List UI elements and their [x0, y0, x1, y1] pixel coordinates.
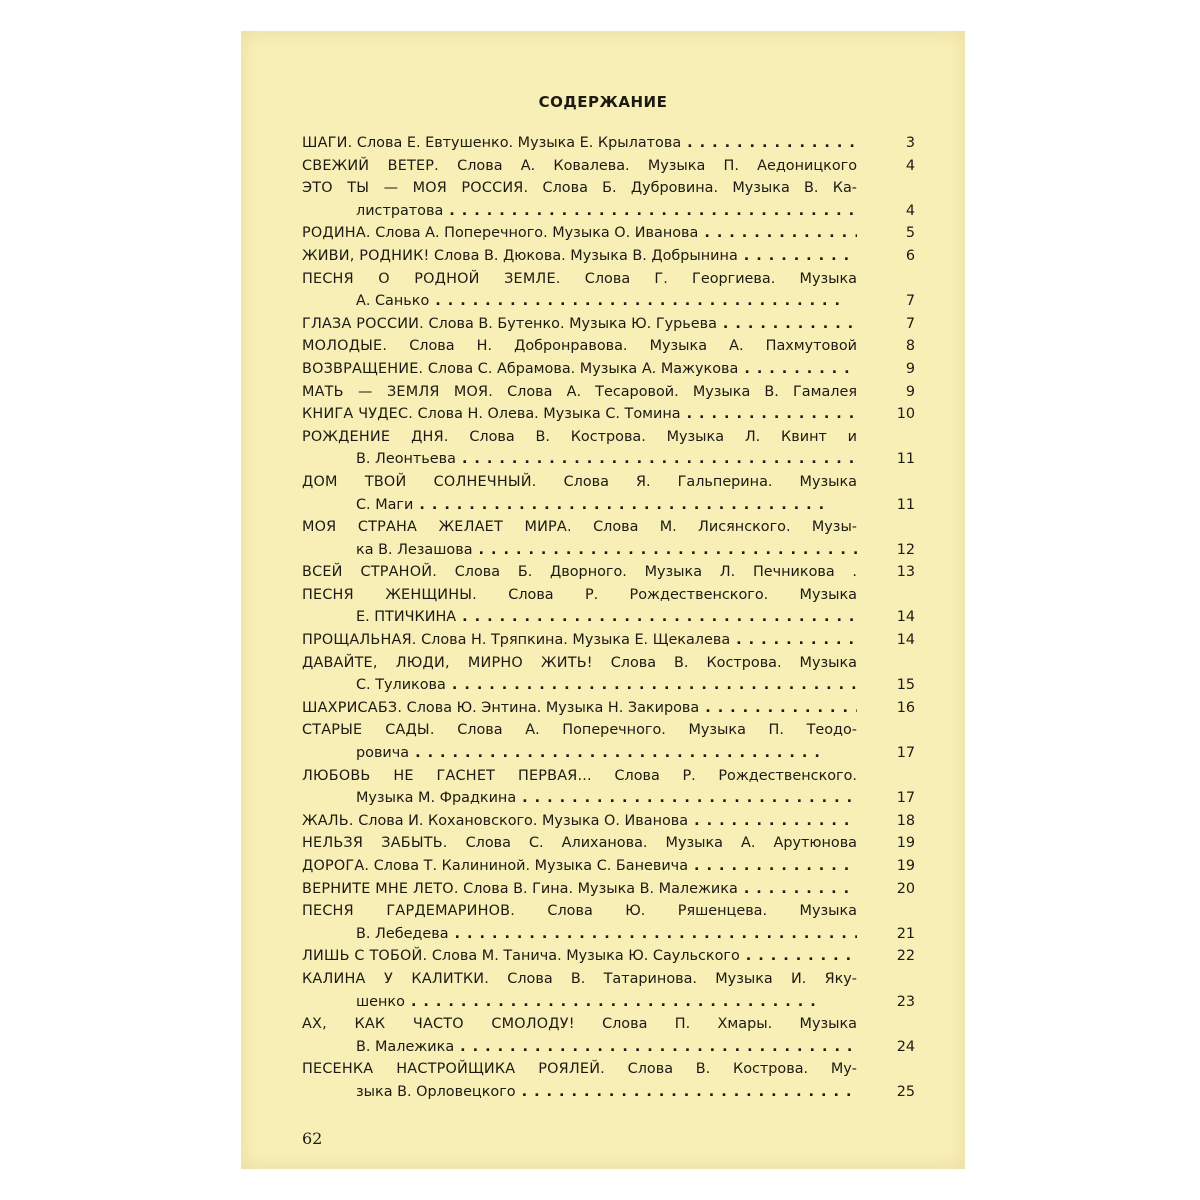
toc-line	[302, 155, 915, 178]
toc-line	[302, 426, 915, 449]
credits-text: Слова В. Кострова. Музыка	[592, 654, 857, 671]
toc-line	[302, 945, 915, 968]
toc-line-text	[356, 606, 857, 629]
toc-page-number: 12	[896, 541, 915, 558]
toc-line-text	[302, 855, 857, 878]
toc-line-text	[302, 426, 857, 449]
song-title: ЛИШЬ С ТОБОЙ.	[302, 948, 428, 965]
credits-text: Слова Н. Добронравова. Музыка А. Пахмутовой	[387, 338, 857, 355]
credits-text: Слова М. Лисянского. Музы-	[571, 519, 857, 536]
toc-page-number: 4	[905, 157, 915, 174]
song-title: ЛЮБОВЬ НЕ ГАСНЕТ ПЕРВАЯ...	[302, 767, 592, 784]
page-number: 62	[302, 1129, 323, 1148]
song-title: РОЖДЕНИЕ ДНЯ.	[302, 428, 449, 445]
toc-page-number: 14	[896, 632, 915, 649]
song-title: ЭТО ТЫ — МОЯ РОССИЯ.	[302, 180, 529, 197]
toc-line	[302, 358, 915, 381]
toc-line	[302, 132, 915, 155]
credits-text: Слова А. Ковалева. Музыка П. Аедоницкого	[438, 157, 857, 174]
toc-page-number: 14	[896, 609, 915, 626]
toc-line	[302, 923, 915, 946]
toc-line	[302, 991, 915, 1014]
toc-page-number: 5	[905, 225, 915, 242]
toc-line-text	[302, 132, 857, 155]
toc-line	[302, 1081, 915, 1104]
toc-line	[302, 313, 915, 336]
toc-line	[302, 629, 915, 652]
credits-text: ровича	[356, 745, 410, 762]
credits-text: листратова	[356, 202, 444, 219]
song-title: ПРОЩАЛЬНАЯ.	[302, 632, 417, 649]
toc-line	[302, 494, 915, 517]
credits-text: ка В. Лезашова	[356, 541, 473, 558]
song-title: ДОМ ТВОЙ СОЛНЕЧНЫЙ.	[302, 473, 537, 490]
song-title: ВЕРНИТЕ МНЕ ЛЕТО.	[302, 880, 459, 897]
toc-line	[302, 900, 915, 923]
toc-line-text	[302, 652, 857, 675]
toc-line	[302, 448, 915, 471]
song-title: СВЕЖИЙ ВЕТЕР.	[302, 157, 439, 174]
toc-page-number: 18	[896, 812, 915, 829]
credits-text: Слова М. Танича. Музыка Ю. Саульского	[427, 948, 740, 965]
toc-line-text	[356, 1036, 857, 1059]
credits-text: Слова В. Гина. Музыка В. Малежика	[458, 880, 738, 897]
toc-line	[302, 674, 915, 697]
song-title: ПЕСНЯ ЖЕНЩИНЫ.	[302, 586, 477, 603]
toc-line	[302, 245, 915, 268]
song-title: НЕЛЬЗЯ ЗАБЫТЬ.	[302, 835, 448, 852]
song-title: АХ, КАК ЧАСТО СМОЛОДУ!	[302, 1016, 575, 1033]
toc-line-text	[302, 222, 857, 245]
toc-page-number: 24	[896, 1038, 915, 1055]
credits-text: Слова С. Алиханова. Музыка А. Арутюнова	[447, 835, 857, 852]
toc-line	[302, 606, 915, 629]
toc-line	[302, 1058, 915, 1081]
toc-line	[302, 855, 915, 878]
credits-text: Слова Т. Калининой. Музыка С. Баневича	[369, 858, 689, 874]
toc-line-text	[302, 832, 857, 855]
credits-text: Слова А. Поперечного. Музыка П. Теодо-	[434, 722, 857, 739]
toc-line-text	[302, 335, 857, 358]
toc-line-text	[356, 539, 857, 562]
credits-text: Слова Я. Гальперина. Музыка	[536, 473, 857, 490]
credits-text: зыка В. Орловецкого	[356, 1083, 516, 1100]
toc-line-text	[302, 313, 857, 336]
toc-line-text	[356, 494, 857, 517]
toc-line-text	[302, 629, 857, 652]
song-title: ЖАЛЬ.	[302, 812, 354, 829]
toc-line-text	[302, 810, 857, 833]
toc-line	[302, 381, 915, 404]
toc-line-text	[302, 1058, 857, 1081]
song-title: ВСЕЙ СТРАНОЙ.	[302, 564, 437, 581]
credits-text: Слова В. Татаринова. Музыка И. Яку-	[489, 970, 857, 987]
toc-line-text	[356, 674, 857, 697]
toc-line-text	[356, 290, 857, 313]
toc-page-number: 9	[905, 360, 915, 377]
toc-line-text	[302, 765, 857, 788]
toc-line-text	[302, 900, 857, 923]
toc-line-text	[356, 448, 857, 471]
toc-line-text	[302, 584, 857, 607]
toc-page-number: 11	[896, 451, 915, 468]
toc-line-text	[302, 719, 857, 742]
toc-page-number: 16	[896, 699, 915, 716]
toc-line	[302, 200, 915, 223]
credits-text: Слова Б. Дубровина. Музыка В. Ка-	[528, 180, 857, 197]
toc-line-text	[356, 1081, 857, 1104]
toc-line	[302, 516, 915, 539]
toc-line-text	[302, 697, 857, 720]
toc-line	[302, 652, 915, 675]
toc-page-number: 17	[896, 790, 915, 807]
song-title: МОЛОДЫЕ.	[302, 338, 388, 355]
credits-text: Слова Г. Георгиева. Музыка	[560, 270, 857, 287]
credits-text: Слова В. Дюкова. Музыка В. Добрынина	[429, 247, 738, 264]
credits-text: Слова В. Кострова. Музыка Л. Квинт и	[448, 428, 857, 445]
toc-line	[302, 403, 915, 426]
toc-line	[302, 968, 915, 991]
credits-text: Слова Ю. Ряшенцева. Музыка	[514, 903, 857, 920]
toc-page-number: 7	[905, 293, 915, 310]
toc-page-number: 17	[896, 745, 915, 762]
toc-page-number: 13	[896, 564, 915, 581]
song-title: ПЕСНЯ О РОДНОЙ ЗЕМЛЕ.	[302, 270, 561, 287]
song-title: ПЕСЕНКА НАСТРОЙЩИКА РОЯЛЕЙ.	[302, 1061, 605, 1078]
song-title: ГЛАЗА РОССИИ.	[302, 315, 424, 332]
toc-line-text	[302, 968, 857, 991]
toc-line	[302, 561, 915, 584]
toc-page-number: 20	[896, 880, 915, 897]
song-title: КНИГА ЧУДЕС.	[302, 406, 413, 423]
credits-text: Слова В. Кострова. Му-	[604, 1061, 857, 1078]
toc-line-text	[302, 516, 857, 539]
toc-line	[302, 878, 915, 901]
toc-line	[302, 765, 915, 788]
toc-page-number: 22	[896, 948, 915, 965]
toc-page-number: 9	[905, 383, 915, 400]
toc-page-number: 25	[896, 1083, 915, 1100]
song-title: ЖИВИ, РОДНИК!	[302, 247, 430, 264]
toc-page-number: 21	[896, 925, 915, 942]
toc-line	[302, 335, 915, 358]
toc-line	[302, 742, 915, 765]
toc-line-text	[302, 268, 857, 291]
credits-text: Слова Н. Тряпкина. Музыка Е. Щекалева	[416, 632, 731, 649]
toc-line-text	[302, 245, 857, 268]
toc-page-number: 3	[905, 135, 915, 151]
contents-heading: СОДЕРЖАНИЕ	[538, 93, 668, 111]
toc-line-text	[302, 561, 857, 584]
toc-line	[302, 832, 915, 855]
credits-text: Слова И. Кохановского. Музыка О. Иванова	[353, 812, 689, 829]
song-title: ПЕСНЯ ГАРДЕМАРИНОВ.	[302, 903, 515, 920]
table-of-contents	[302, 132, 915, 1104]
credits-text: Музыка М. Фрадкина	[356, 790, 517, 807]
toc-line	[302, 268, 915, 291]
toc-page-number: 19	[896, 835, 915, 852]
credits-text: Е. ПТИЧКИНА	[356, 609, 457, 626]
credits-text: Слова С. Абрамова. Музыка А. Мажукова	[423, 360, 739, 377]
song-title: МАТЬ — ЗЕМЛЯ МОЯ.	[302, 383, 493, 400]
song-title: СТАРЫЕ САДЫ.	[302, 722, 435, 739]
toc-line-text	[356, 200, 857, 223]
credits-text: Слова Р. Рождественского. Музыка	[476, 586, 857, 603]
toc-line	[302, 177, 915, 200]
credits-text: Слова Н. Олева. Музыка С. Томина	[413, 406, 681, 423]
credits-text: Слова В. Бутенко. Музыка Ю. Гурьева	[423, 315, 717, 332]
song-title: КАЛИНА У КАЛИТКИ.	[302, 970, 490, 987]
toc-line-text	[356, 991, 857, 1014]
toc-line	[302, 539, 915, 562]
song-title: ВОЗВРАЩЕНИЕ.	[302, 360, 424, 377]
toc-line	[302, 584, 915, 607]
toc-page-number: 15	[896, 677, 915, 694]
credits-text: В. Лебедева	[356, 925, 449, 942]
book-page	[241, 31, 965, 1169]
toc-page-number: 19	[896, 858, 915, 874]
toc-line-text	[302, 177, 857, 200]
song-title: ШАГИ.	[302, 135, 353, 151]
toc-line	[302, 1013, 915, 1036]
toc-line-text	[302, 403, 857, 426]
credits-text: Слова П. Хмары. Музыка	[574, 1016, 857, 1033]
toc-page-number: 6	[905, 247, 915, 264]
credits-text: Слова А. Поперечного. Музыка О. Иванова	[370, 225, 699, 242]
credits-text: С. Туликова	[356, 677, 446, 694]
credits-text: Слова Ю. Энтина. Музыка Н. Закирова	[402, 699, 700, 716]
toc-line	[302, 471, 915, 494]
song-title: МОЯ СТРАНА ЖЕЛАЕТ МИРА.	[302, 519, 572, 536]
song-title: ДАВАЙТЕ, ЛЮДИ, МИРНО ЖИТЬ!	[302, 654, 593, 671]
credits-text: Слова Е. Евтушенко. Музыка Е. Крылатова	[352, 135, 682, 151]
song-title: ДОРОГА.	[302, 858, 370, 874]
toc-line-text	[302, 155, 857, 178]
toc-page-number: 4	[905, 202, 915, 219]
toc-line	[302, 1036, 915, 1059]
toc-page-number: 23	[896, 993, 915, 1010]
credits-text: В. Малежика	[356, 1038, 455, 1055]
credits-text: А. Санько	[356, 293, 430, 310]
toc-line-text	[356, 923, 857, 946]
toc-line-text	[302, 945, 857, 968]
toc-line-text	[356, 787, 857, 810]
toc-page-number: 8	[905, 338, 915, 355]
toc-line-text	[356, 742, 857, 765]
toc-page-number: 10	[896, 406, 915, 423]
credits-text: Слова А. Тесаровой. Музыка В. Гамалея	[493, 383, 857, 400]
credits-text: С. Маги	[356, 496, 414, 513]
toc-page-number: 7	[905, 315, 915, 332]
toc-line	[302, 787, 915, 810]
toc-line	[302, 697, 915, 720]
toc-line-text	[302, 381, 857, 404]
credits-text: В. Леонтьева	[356, 451, 456, 468]
toc-page-number: 11	[896, 496, 915, 513]
toc-line	[302, 810, 915, 833]
toc-line-text	[302, 1013, 857, 1036]
toc-line-text	[302, 358, 857, 381]
toc-line	[302, 222, 915, 245]
toc-line	[302, 290, 915, 313]
toc-line	[302, 719, 915, 742]
toc-line-text	[302, 878, 857, 901]
song-title: РОДИНА.	[302, 225, 371, 242]
credits-text: Слова Р. Рождественского.	[591, 767, 857, 784]
credits-text: Слова Б. Дворного. Музыка Л. Печникова .	[436, 564, 857, 581]
credits-text: шенко	[356, 993, 405, 1010]
song-title: ШАХРИСАБЗ.	[302, 699, 403, 716]
toc-line-text	[302, 471, 857, 494]
